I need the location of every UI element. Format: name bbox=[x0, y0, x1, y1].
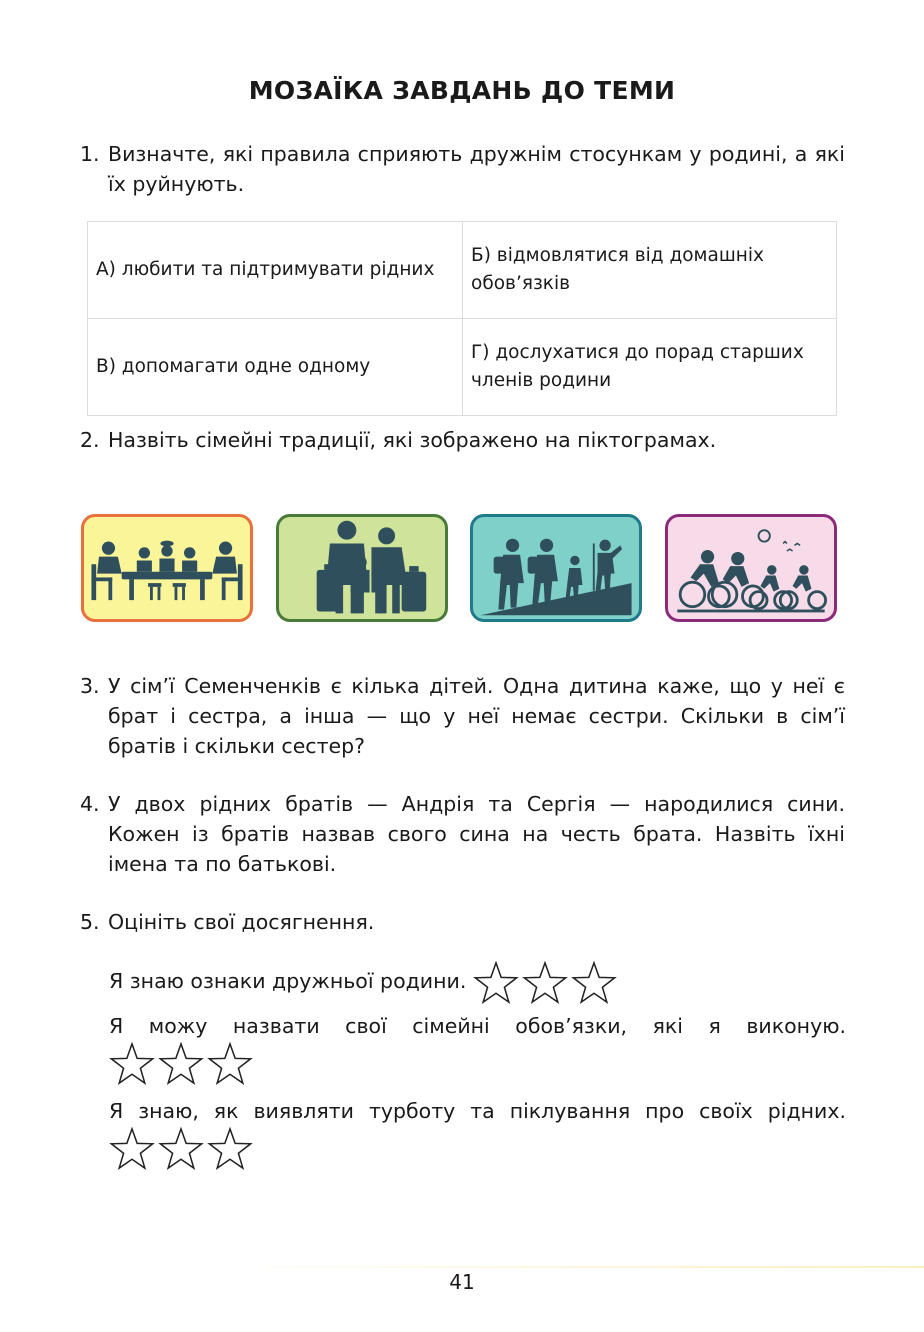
family-hiking-icon bbox=[470, 514, 642, 622]
family-cycling-icon bbox=[665, 514, 837, 622]
task-text: Визначте, які правила сприяють дружнім стосункам у родині, а які їх руйнують. bbox=[108, 142, 845, 196]
task-number: 1. bbox=[80, 142, 100, 166]
task-5 bbox=[80, 907, 845, 937]
task-4 bbox=[80, 789, 845, 879]
task-3 bbox=[80, 671, 845, 761]
star-icon[interactable] bbox=[109, 1041, 155, 1085]
star-rating[interactable] bbox=[109, 1041, 256, 1085]
star-icon[interactable] bbox=[522, 960, 568, 1004]
self-assessment-item bbox=[109, 1011, 846, 1085]
star-icon[interactable] bbox=[571, 960, 617, 1004]
task-2 bbox=[80, 425, 845, 455]
self-assessment-item bbox=[109, 960, 846, 1004]
task-text: Оцініть свої досягнення. bbox=[108, 910, 375, 934]
task-number: 2. bbox=[80, 428, 100, 452]
star-icon[interactable] bbox=[207, 1041, 253, 1085]
table-cell: Г) дослухатися до порад старших членів родини bbox=[463, 319, 837, 416]
star-icon[interactable] bbox=[207, 1126, 253, 1170]
table-cell: А) любити та підтримувати рідних bbox=[88, 222, 463, 319]
star-icon[interactable] bbox=[158, 1126, 204, 1170]
footer-rule bbox=[200, 1266, 924, 1268]
family-dinner-icon bbox=[81, 514, 253, 622]
table-cell: Б) відмовлятися від домашніх обов’язків bbox=[463, 222, 837, 319]
star-rating[interactable] bbox=[473, 960, 620, 1004]
table-row bbox=[88, 319, 837, 416]
task-text: У сім’ї Семенченків є кілька дітей. Одна дитина каже, що у неї є брат і сестра, а інша — що у неї немає сестри. Скільки в сім’ї братів і скільки сестер? bbox=[108, 674, 845, 758]
task-text: У двох рідних братів — Андрія та Сергія — народилися сини. Кожен із братів назвав свого сина на честь брата. Назвіть їхні імена та по батькові. bbox=[108, 792, 845, 876]
page-number: 41 bbox=[449, 1270, 475, 1294]
assessment-text: Я знаю ознаки дружньої родини. bbox=[109, 969, 467, 993]
table-row bbox=[88, 222, 837, 319]
star-rating[interactable] bbox=[109, 1126, 256, 1170]
star-icon[interactable] bbox=[473, 960, 519, 1004]
task-number: 3. bbox=[80, 674, 100, 698]
rules-table bbox=[87, 221, 837, 416]
star-icon[interactable] bbox=[109, 1126, 155, 1170]
assessment-text: Я знаю, як виявляти турботу та піклування про своїх рідних. bbox=[109, 1099, 846, 1123]
assessment-text: Я можу назвати свої сімейні обов’язки, які я виконую. bbox=[109, 1014, 846, 1038]
task-number: 5. bbox=[80, 910, 100, 934]
self-assessment-item bbox=[109, 1096, 846, 1170]
page-title: МОЗАЇКА ЗАВДАНЬ ДО ТЕМИ bbox=[248, 76, 676, 105]
star-icon[interactable] bbox=[158, 1041, 204, 1085]
task-1 bbox=[80, 139, 845, 199]
table-cell: В) допомагати одне одному bbox=[88, 319, 463, 416]
task-text: Назвіть сімейні традиції, які зображено на піктограмах. bbox=[108, 428, 717, 452]
task-number: 4. bbox=[80, 792, 100, 816]
family-travel-icon bbox=[276, 514, 448, 622]
